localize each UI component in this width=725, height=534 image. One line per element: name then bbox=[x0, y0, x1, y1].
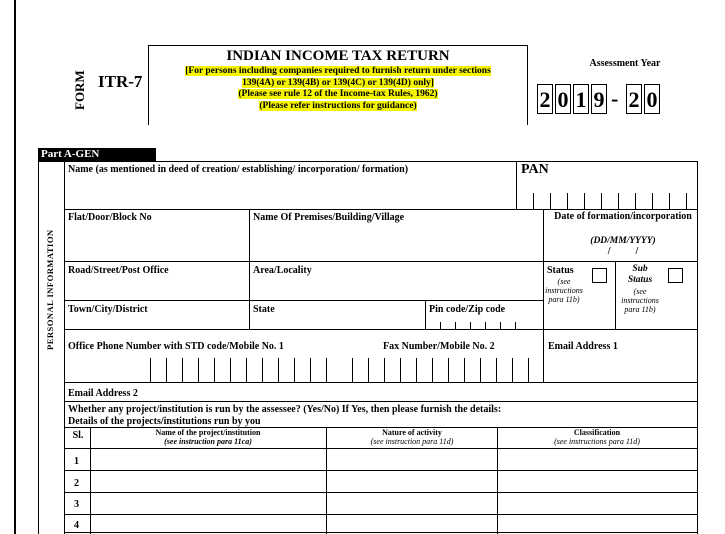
pin-tick bbox=[470, 322, 471, 329]
name-field[interactable] bbox=[65, 177, 515, 209]
pan-field[interactable] bbox=[517, 180, 697, 209]
label-town: Town/City/District bbox=[68, 304, 148, 315]
status-note: (see instructions para 11b) bbox=[545, 277, 583, 304]
subtitle-line-1: [For persons including companies required to furnish return under sections bbox=[185, 66, 491, 76]
status-divider bbox=[615, 261, 616, 329]
row6-bottom-line bbox=[64, 401, 698, 402]
table-row[interactable] bbox=[91, 493, 697, 514]
label-email1: Email Address 1 bbox=[548, 341, 618, 352]
form-word: FORM bbox=[72, 70, 87, 110]
col-nature-title: Nature of activity bbox=[382, 428, 442, 437]
col-class-title: Classification bbox=[573, 428, 621, 437]
pan-tick bbox=[601, 193, 602, 209]
year-digit-4: 9 bbox=[591, 84, 607, 114]
row5-bottom-line bbox=[64, 382, 698, 383]
year-digit-6: 0 bbox=[644, 84, 660, 114]
col-class-note: (see instructions para 11d) bbox=[554, 437, 640, 446]
label-date-format: (DD/MM/YYYY) bbox=[590, 236, 656, 246]
pan-tick bbox=[652, 193, 653, 209]
phone-field[interactable] bbox=[150, 352, 350, 382]
year-digit-1: 2 bbox=[537, 84, 553, 114]
pan-tick bbox=[533, 193, 534, 209]
pan-tick bbox=[669, 193, 670, 209]
table-row-num: 3 bbox=[74, 499, 79, 510]
subtitle-line-3: (Please see rule 12 of the Income-tax Rules, 1962) bbox=[238, 89, 438, 99]
label-email2: Email Address 2 bbox=[68, 388, 138, 399]
form-subtitle bbox=[148, 66, 528, 112]
label-state: State bbox=[253, 304, 275, 315]
label-road: Road/Street/Post Office bbox=[68, 265, 169, 276]
table-top-line bbox=[38, 161, 698, 162]
table-row[interactable] bbox=[91, 471, 697, 492]
label-status: Status bbox=[547, 265, 574, 276]
pan-tick bbox=[584, 193, 585, 209]
table-row[interactable] bbox=[91, 449, 697, 470]
subtitle-line-2: 139(4A) or 139(4B) or 139(4C) or 139(4D) only] bbox=[242, 77, 434, 88]
label-pan: PAN bbox=[521, 162, 549, 177]
part-title: Part A-GEN bbox=[38, 148, 156, 161]
label-name: Name (as mentioned in deed of creation/ establishing/ incorporation/ formation) bbox=[68, 164, 409, 175]
table-row-num: 1 bbox=[74, 456, 79, 467]
label-phone: Office Phone Number with STD code/Mobile No. 1 bbox=[68, 341, 284, 352]
row4-bottom-line bbox=[64, 329, 698, 330]
main-col-left bbox=[64, 161, 65, 534]
sub-status-checkbox[interactable] bbox=[668, 268, 683, 283]
fax-field[interactable] bbox=[352, 352, 540, 382]
pin-divider bbox=[425, 300, 426, 329]
row3-bottom-line bbox=[64, 300, 544, 301]
header-top-line bbox=[148, 45, 528, 46]
year-separator: - bbox=[611, 86, 619, 111]
pin-tick bbox=[455, 322, 456, 329]
pan-tick bbox=[567, 193, 568, 209]
pan-tick bbox=[635, 193, 636, 209]
table-row-num: 4 bbox=[74, 520, 79, 531]
col-name-title: Name of the project/institution bbox=[155, 428, 261, 437]
row2-bottom-line bbox=[64, 261, 698, 262]
pan-tick bbox=[686, 193, 687, 209]
form-code: ITR-7 bbox=[98, 72, 143, 91]
label-fax: Fax Number/Mobile No. 2 bbox=[383, 341, 495, 352]
pan-tick bbox=[550, 193, 551, 209]
table-row-num: 2 bbox=[74, 478, 79, 489]
label-date-title: Date of formation/incorporation bbox=[554, 211, 692, 222]
sub-status-line-1: Sub bbox=[632, 264, 648, 274]
pan-tick bbox=[618, 193, 619, 209]
status-checkbox[interactable] bbox=[592, 268, 607, 283]
col-nature-note: (see instruction para 11d) bbox=[370, 437, 454, 446]
projects-question: Whether any project/institution is run by the assessee? (Yes/No) If Yes, then please furnish the details: bbox=[68, 404, 502, 415]
col-name-note: (see instruction para 11ca) bbox=[164, 437, 252, 446]
col-divider-1 bbox=[249, 209, 250, 329]
email1-divider bbox=[543, 329, 544, 382]
page-left-border bbox=[14, 0, 16, 534]
pin-tick bbox=[485, 322, 486, 329]
pin-tick bbox=[515, 322, 516, 329]
date-slashes[interactable]: / / bbox=[607, 246, 639, 257]
sub-status-line-2: Status bbox=[627, 275, 653, 285]
row-line bbox=[64, 532, 698, 533]
side-label: PERSONAL INFORMATION bbox=[45, 229, 55, 350]
year-digit-3: 1 bbox=[573, 84, 589, 114]
pin-tick bbox=[500, 322, 501, 329]
side-col-left bbox=[38, 161, 39, 534]
row1-bottom-line bbox=[64, 209, 698, 210]
year-digit-5: 2 bbox=[626, 84, 642, 114]
main-col-right bbox=[697, 161, 698, 534]
pin-tick bbox=[440, 322, 441, 329]
col-sl: Sl. bbox=[72, 430, 84, 441]
label-flat: Flat/Door/Block No bbox=[68, 212, 152, 223]
label-premises: Name Of Premises/Building/Village bbox=[253, 212, 405, 223]
subtitle-line-4: (Please refer instructions for guidance) bbox=[259, 100, 417, 111]
label-sub-status bbox=[618, 264, 662, 286]
projects-details-heading: Details of the projects/institutions run by you bbox=[68, 416, 261, 427]
assessment-year-label: Assessment Year bbox=[589, 58, 661, 69]
year-digit-2: 0 bbox=[555, 84, 571, 114]
label-pincode: Pin code/Zip code bbox=[429, 304, 506, 315]
sub-status-note: (see instructions para 11b) bbox=[621, 287, 659, 314]
label-area: Area/Locality bbox=[253, 265, 312, 276]
col-divider-2 bbox=[543, 209, 544, 329]
form-title: INDIAN INCOME TAX RETURN bbox=[226, 48, 450, 64]
